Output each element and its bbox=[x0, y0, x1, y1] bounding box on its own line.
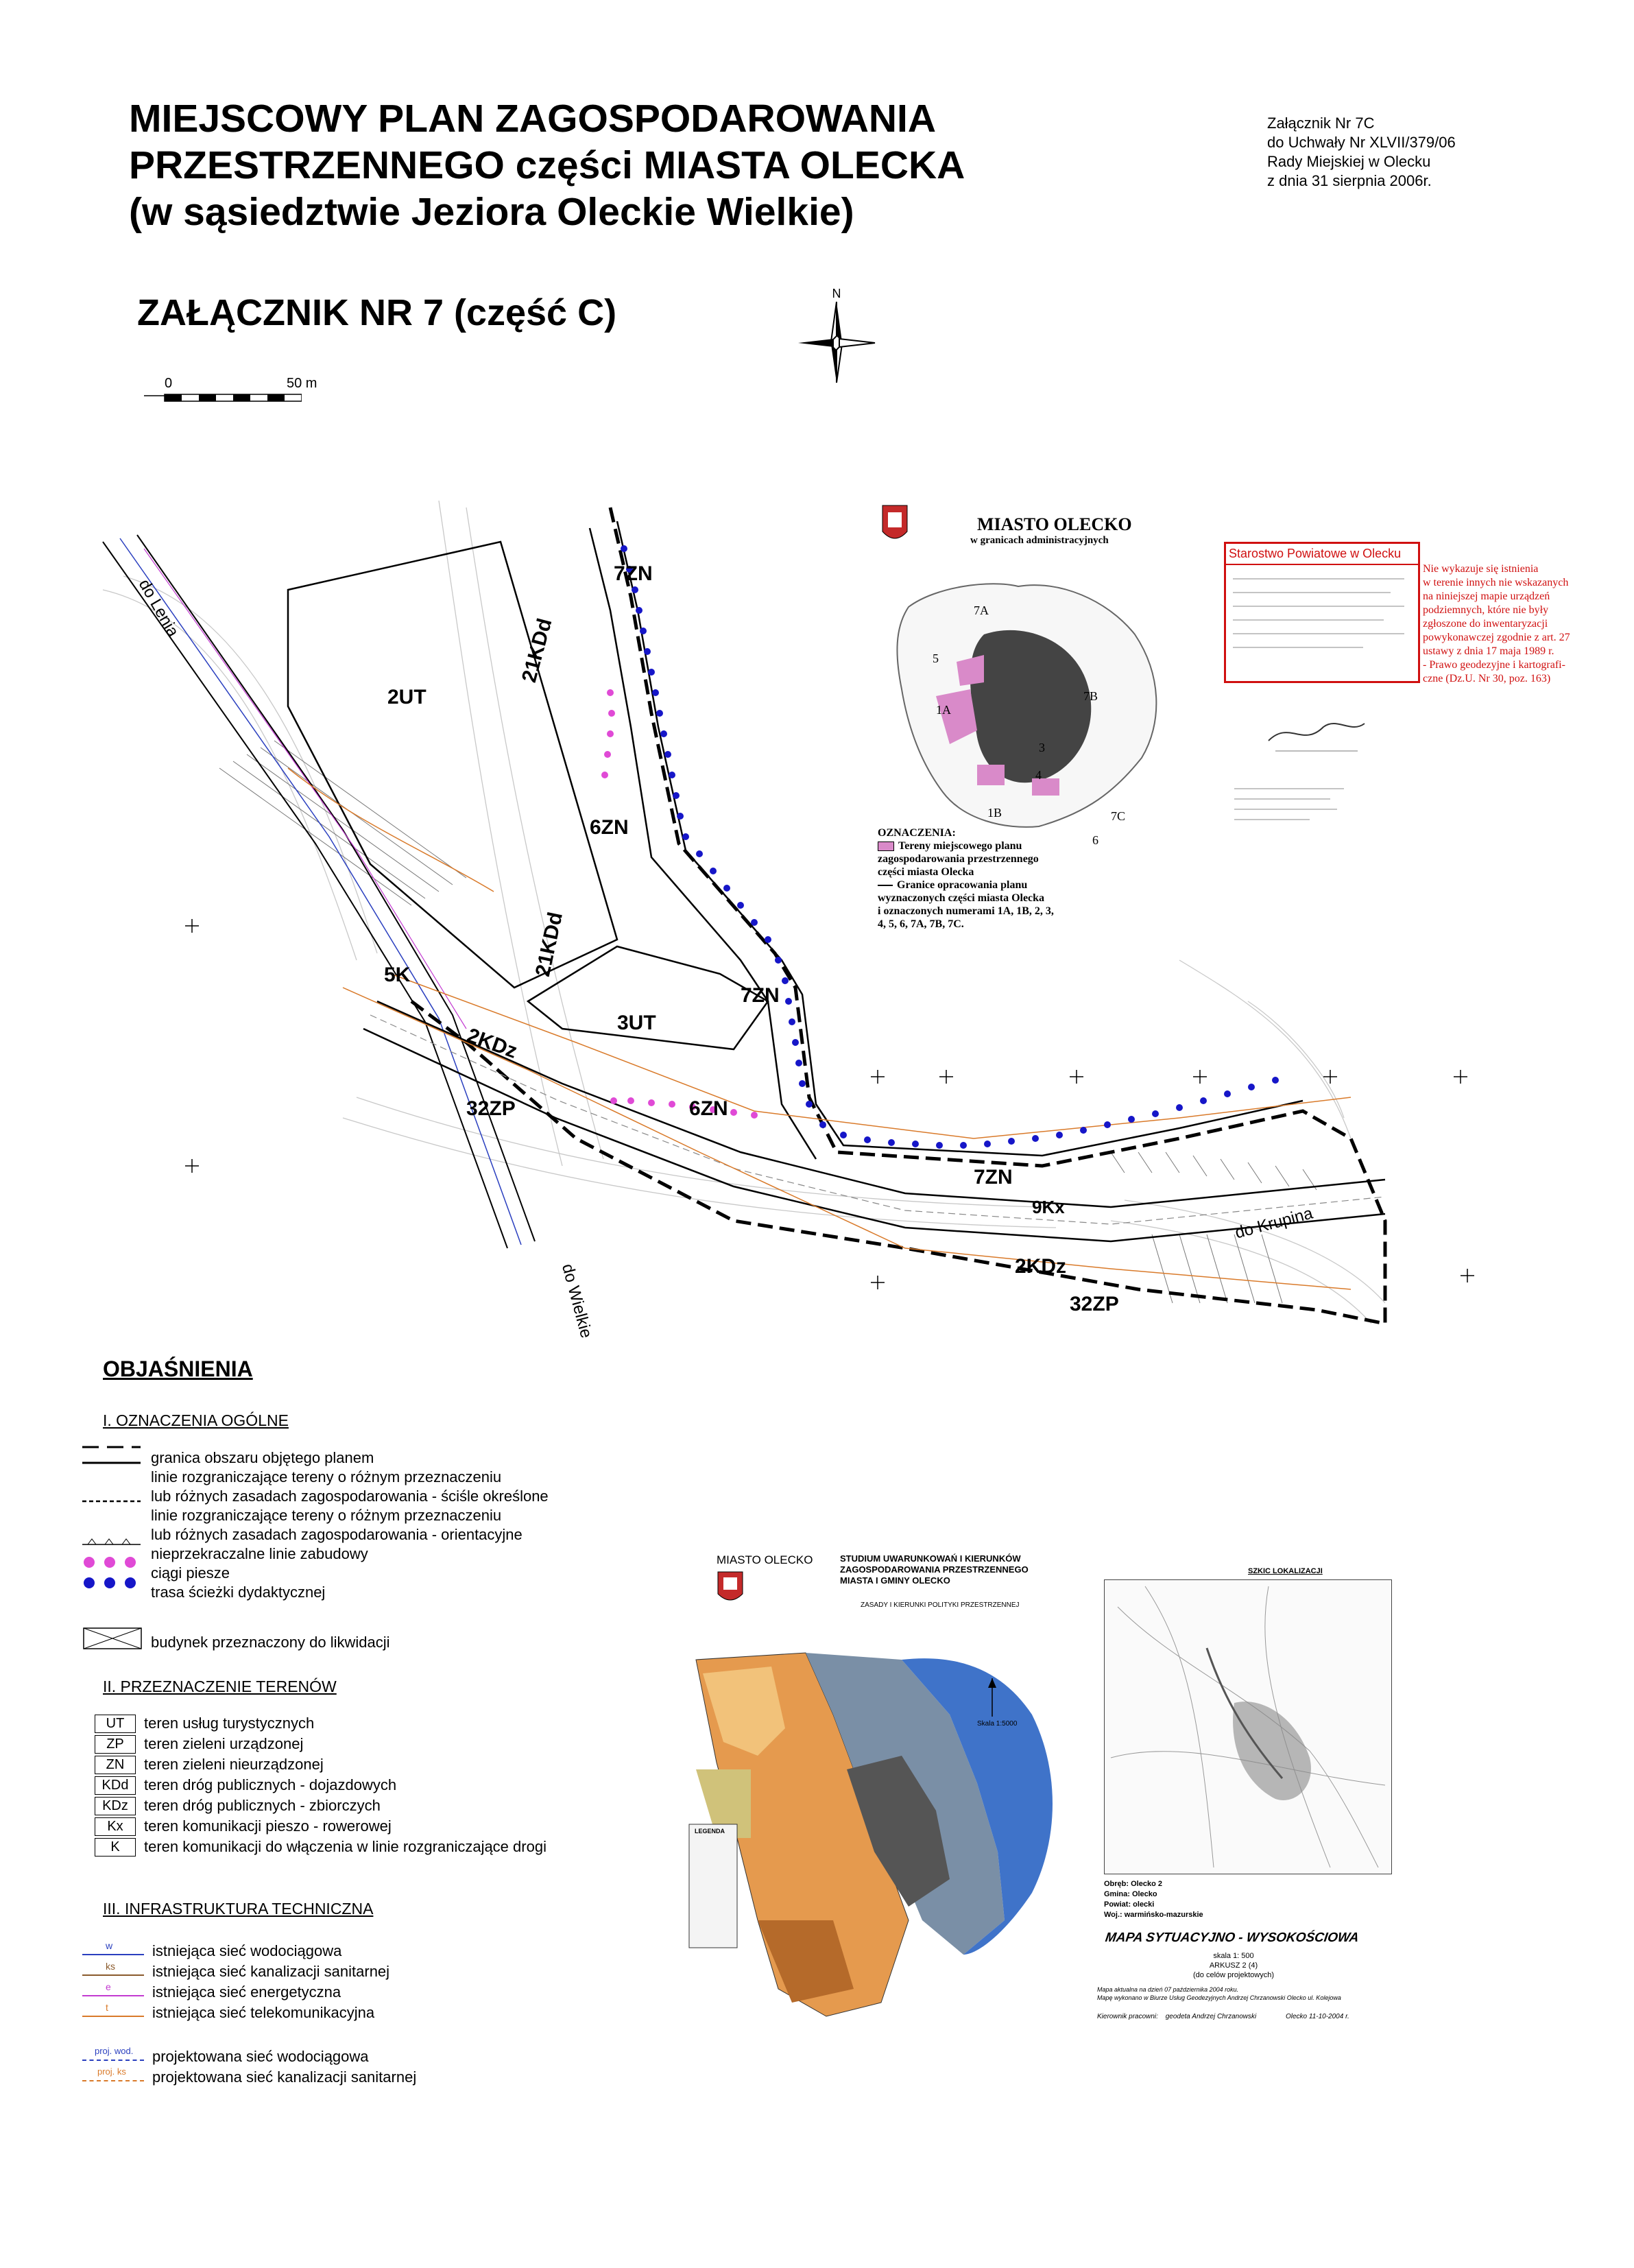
legend-land-use-row bbox=[95, 1837, 546, 1857]
area-label-7C: 7C bbox=[1111, 809, 1126, 823]
red-note-line-8: - Prawo geodezyjne i kartografi- bbox=[1423, 659, 1565, 671]
legend-items-1 bbox=[151, 1448, 549, 1602]
situational-kierownik: Kierownik pracowni: bbox=[1097, 2013, 1158, 2020]
zone-2KDz-label-b: 2KDz bbox=[1015, 1255, 1067, 1278]
code-box-ZN: ZN bbox=[95, 1756, 136, 1774]
legend-land-use-row bbox=[95, 1795, 546, 1816]
annex-note-line-2: do Uchwały Nr XLVII/379/06 bbox=[1267, 134, 1456, 151]
legend-item-lines-orient-2: lub różnych zasadach zagospodarowania - orientacyjne bbox=[151, 1526, 522, 1543]
situational-gmina: Gmina: Olecko bbox=[1104, 1890, 1157, 1898]
legend-infra-row bbox=[82, 1961, 416, 1982]
annex-note-line-4: z dnia 31 sierpnia 2006r. bbox=[1267, 172, 1432, 189]
situational-purpose: (do celów projektowych) bbox=[1193, 1971, 1274, 1979]
surveyor-stamp bbox=[1227, 782, 1351, 823]
code-box-Kx: Kx bbox=[95, 1817, 136, 1836]
legend-item-building-line: nieprzekraczalne linie zabudowy bbox=[151, 1545, 368, 1562]
red-note-line-9: czne (Dz.U. Nr 30, poz. 163) bbox=[1423, 673, 1551, 684]
legend-infrastructure-list bbox=[82, 1941, 416, 2088]
scale-bar bbox=[144, 392, 302, 406]
code-text-KDd: teren dróg publicznych - dojazdowych bbox=[144, 1776, 397, 1793]
code-box-ZP: ZP bbox=[95, 1735, 136, 1754]
infra-code-water: w bbox=[106, 1940, 113, 1951]
infra-code-proj-sewer: proj. ks bbox=[97, 2066, 126, 2077]
oznaczenia-line-6: i oznaczonych numerami 1A, 1B, 2, 3, bbox=[878, 905, 1054, 917]
zalacznik-heading: ZAŁĄCZNIK NR 7 (część C) bbox=[137, 292, 617, 333]
legend-land-use-row bbox=[95, 1775, 546, 1795]
study-city: MIASTO OLECKO bbox=[717, 1553, 813, 1566]
situational-date: Olecko 11-10-2004 r. bbox=[1285, 2013, 1349, 2020]
situational-scale: skala 1: 500 bbox=[1213, 1952, 1254, 1960]
street-label-top: do Lenia bbox=[134, 576, 183, 641]
zone-7ZN-label-b: 7ZN bbox=[741, 984, 780, 1007]
situational-arkusz: ARKUSZ 2 (4) bbox=[1209, 1961, 1258, 1970]
street-label-krupina: do Krupina bbox=[1233, 1204, 1315, 1243]
code-text-ZN: teren zieleni nieurządzonej bbox=[144, 1756, 324, 1773]
area-label-7B: 7B bbox=[1083, 689, 1098, 703]
street-label-wielkie: do Wielkie bbox=[557, 1262, 596, 1340]
legend-infra-row bbox=[82, 2067, 416, 2088]
situational-update: Mapa aktualna na dzień 07 października 2004 roku. bbox=[1097, 1986, 1239, 1993]
legend-infra-row bbox=[82, 1941, 416, 1961]
north-label: N bbox=[832, 287, 841, 300]
infra-line-proj-water-icon bbox=[82, 2046, 144, 2065]
legend-symbols-1 bbox=[82, 1440, 151, 1612]
annex-note-line-1: Załącznik Nr 7C bbox=[1267, 115, 1375, 132]
infra-line-power-icon bbox=[82, 1981, 144, 2001]
zone-5K-label: 5K bbox=[384, 964, 411, 986]
code-text-KDz: teren dróg publicznych - zbiorczych bbox=[144, 1797, 381, 1814]
title-line-3: (w sąsiedztwie Jeziora Oleckie Wielkie) bbox=[129, 190, 854, 234]
code-text-Kx: teren komunikacji pieszo - rowerowej bbox=[144, 1817, 392, 1835]
legend-land-use-row bbox=[95, 1816, 546, 1837]
area-label-6: 6 bbox=[1092, 833, 1098, 847]
legend-infra-row bbox=[82, 1982, 416, 2003]
inset-city-title: MIASTO OLECKO bbox=[977, 514, 1132, 534]
red-note-line-5: zgłoszone do inwentaryzacji bbox=[1423, 618, 1548, 630]
stamp-office: Starostwo Powiatowe w Olecku bbox=[1226, 544, 1418, 565]
zone-32ZP-label-b: 32ZP bbox=[1070, 1293, 1119, 1315]
oznaczenia-line-5: wyznaczonych części miasta Olecka bbox=[878, 892, 1045, 904]
zone-2KDz-label-a: 2KDz bbox=[464, 1024, 520, 1063]
red-note-line-1: Nie wykazuje się istnienia bbox=[1423, 563, 1539, 575]
zone-2UT-label: 2UT bbox=[387, 686, 426, 708]
oznaczenia-line-4: Granice opracowania planu bbox=[897, 879, 1028, 891]
legend-infra-row bbox=[82, 2003, 416, 2023]
legend-item-pedestrian: ciągi piesze bbox=[151, 1564, 230, 1581]
inset-situational bbox=[1097, 1567, 1481, 2033]
study-north-arrow-icon bbox=[984, 1677, 1000, 1718]
zone-21KDd-label-a: 21KDd bbox=[518, 616, 557, 685]
situational-obreb: Obręb: Olecko 2 bbox=[1104, 1880, 1162, 1888]
infra-text-proj-water: projektowana sieć wodociągowa bbox=[152, 2048, 369, 2065]
oznaczenia-plan-item bbox=[878, 839, 1054, 852]
study-scale: Skala 1:5000 bbox=[977, 1720, 1018, 1728]
zone-9Kx-label: 9Kx bbox=[1032, 1197, 1065, 1217]
code-box-KDd: KDd bbox=[95, 1776, 136, 1795]
oznaczenia-line-1: Tereny miejscowego planu bbox=[898, 840, 1022, 852]
border-line-icon bbox=[878, 885, 893, 886]
legend-infra-row bbox=[82, 2046, 416, 2067]
zone-6ZN-label-b: 6ZN bbox=[689, 1097, 728, 1120]
red-note-line-2: w terenie innych nie wskazanych bbox=[1423, 577, 1569, 588]
infra-text-water: istniejąca sieć wodociągowa bbox=[152, 1942, 342, 1959]
inset-city-oznaczenia bbox=[878, 826, 1054, 931]
situational-szkic: SZKIC LOKALIZACJI bbox=[1248, 1567, 1323, 1575]
legend-item-didactic: trasa ścieżki dydaktycznej bbox=[151, 1584, 326, 1601]
zone-32ZP-label-a: 32ZP bbox=[466, 1097, 516, 1120]
oznaczenia-line-3: części miasta Olecka bbox=[878, 866, 974, 878]
study-title-2: ZAGOSPODAROWANIA PRZESTRZENNEGO bbox=[840, 1564, 1029, 1575]
legend-heading: OBJAŚNIENIA bbox=[103, 1357, 253, 1381]
code-text-UT: teren usług turystycznych bbox=[144, 1715, 315, 1732]
legend-section-2: II. PRZEZNACZENIE TERENÓW bbox=[103, 1678, 337, 1695]
north-arrow-icon bbox=[795, 287, 878, 390]
code-box-KDz: KDz bbox=[95, 1797, 136, 1815]
code-text-ZP: teren zieleni urządzonej bbox=[144, 1735, 304, 1752]
legend-land-use-list bbox=[95, 1713, 546, 1857]
infra-line-water-icon bbox=[82, 1940, 144, 1959]
study-legend-label: LEGENDA bbox=[695, 1828, 725, 1835]
pink-swatch-icon bbox=[878, 841, 894, 851]
zone-3UT-label: 3UT bbox=[617, 1012, 656, 1034]
situational-credits bbox=[1097, 1985, 1341, 2002]
infra-line-sewer-icon bbox=[82, 1963, 144, 1980]
legend-land-use-row bbox=[95, 1734, 546, 1754]
situational-woj: Woj.: warmińsko-mazurskie bbox=[1104, 1911, 1203, 1919]
inset-study bbox=[675, 1550, 1087, 2030]
area-label-7A: 7A bbox=[974, 604, 989, 617]
zone-7ZN-label-c: 7ZN bbox=[974, 1166, 1013, 1189]
infra-line-proj-sewer-icon bbox=[82, 2066, 144, 2086]
oznaczenia-line-2: zagospodarowania przestrzennego bbox=[878, 853, 1039, 865]
starostwo-stamp bbox=[1224, 542, 1420, 683]
oznaczenia-line-7: 4, 5, 6, 7A, 7B, 7C. bbox=[878, 918, 964, 930]
study-coat-of-arms-icon bbox=[717, 1571, 744, 1606]
legend-section-3: III. INFRASTRUKTURA TECHNICZNA bbox=[103, 1900, 374, 1918]
code-text-K: teren komunikacji do włączenia w linie rozgraniczające drogi bbox=[144, 1838, 546, 1855]
infra-code-power: e bbox=[106, 1981, 111, 1992]
infra-text-sewer: istniejąca sieć kanalizacji sanitarnej bbox=[152, 1963, 390, 1980]
infra-line-telecom-icon bbox=[82, 2002, 144, 2021]
signature-stamp bbox=[1262, 706, 1371, 761]
legend-item-lines-orient-1: linie rozgraniczające tereny o różnym przeznaczeniu bbox=[151, 1507, 502, 1524]
study-title-1: STUDIUM UWARUNKOWAŃ I KIERUNKÓW bbox=[840, 1553, 1021, 1564]
pedestrian-path-dots bbox=[601, 689, 758, 1119]
legend-item-lines-strict-1: linie rozgraniczające tereny o różnym przeznaczeniu bbox=[151, 1468, 502, 1485]
scale-end: 50 m bbox=[287, 376, 317, 391]
infra-code-sewer: ks bbox=[106, 1961, 115, 1972]
situational-scale-block bbox=[1193, 1951, 1274, 1980]
area-label-5: 5 bbox=[933, 652, 939, 665]
red-note-line-3: na niniejszej mapie urządzeń bbox=[1423, 590, 1550, 602]
red-note-line-7: ustawy z dnia 17 maja 1989 r. bbox=[1423, 645, 1554, 657]
infra-code-telecom: t bbox=[106, 2002, 108, 2013]
demolition-building-icon bbox=[82, 1625, 144, 1653]
area-label-1A: 1A bbox=[936, 703, 951, 717]
area-label-3: 3 bbox=[1039, 741, 1045, 754]
legend-item-demolition: budynek przeznaczony do likwidacji bbox=[151, 1634, 390, 1651]
legend-land-use-row bbox=[95, 1754, 546, 1775]
red-note-line-4: podziemnych, które nie były bbox=[1423, 604, 1549, 616]
legend-item-boundary: granica obszaru objętego planem bbox=[151, 1449, 374, 1466]
situational-made-by: Mapę wykonano w Biurze Usług Geodezyjnych Andrzej Chrzanowski Olecko ul. Kolejowa bbox=[1097, 1994, 1341, 2001]
stamp-red-note bbox=[1423, 562, 1570, 686]
study-subtitle: ZASADY I KIERUNKI POLITYKI PRZESTRZENNEJ bbox=[861, 1601, 1020, 1609]
situational-info bbox=[1104, 1879, 1203, 1920]
annex-note bbox=[1267, 114, 1456, 191]
legend-land-use-row bbox=[95, 1713, 546, 1734]
code-box-UT: UT bbox=[95, 1715, 136, 1733]
zone-21KDd-label-b: 21KDd bbox=[531, 910, 568, 979]
area-label-1B: 1B bbox=[987, 806, 1002, 820]
area-label-4: 4 bbox=[1035, 768, 1042, 782]
study-title-3: MIASTA I GMINY OLECKO bbox=[840, 1575, 950, 1586]
city-coat-of-arms-icon bbox=[881, 504, 909, 545]
title-line-1: MIEJSCOWY PLAN ZAGOSPODAROWANIA bbox=[129, 97, 937, 141]
annex-note-line-3: Rady Miejskiej w Olecku bbox=[1267, 153, 1431, 170]
infra-text-proj-sewer: projektowana sieć kanalizacji sanitarnej bbox=[152, 2068, 417, 2086]
situational-powiat: Powiat: olecki bbox=[1104, 1900, 1155, 1909]
red-note-line-6: powykonawczej zgodnie z art. 27 bbox=[1423, 632, 1570, 643]
zone-7ZN-label-a: 7ZN bbox=[614, 562, 653, 585]
legend-item-lines-strict-2: lub różnych zasadach zagospodarowania - ściśle określone bbox=[151, 1488, 549, 1505]
infra-code-proj-water: proj. wod. bbox=[95, 2046, 134, 2056]
situational-signature-row bbox=[1097, 2013, 1349, 2020]
title-line-2: PRZESTRZENNEGO części MIASTA OLECKA bbox=[129, 143, 965, 187]
inset-city-map bbox=[867, 490, 1183, 929]
zone-6ZN-label-a: 6ZN bbox=[590, 816, 629, 839]
oznaczenia-border-item bbox=[878, 879, 1054, 892]
oznaczenia-title: OZNACZENIA: bbox=[878, 827, 956, 839]
situational-map-title: MAPA SYTUACYJNO - WYSOKOŚCIOWA bbox=[1104, 1931, 1360, 1945]
situational-geodeta: geodeta Andrzej Chrzanowski bbox=[1165, 2013, 1257, 2020]
infra-text-telecom: istniejąca sieć telekomunikacyjna bbox=[152, 2004, 375, 2021]
infra-text-power: istniejąca sieć energetyczna bbox=[152, 1983, 341, 2001]
inset-city-subtitle: w granicach administracyjnych bbox=[970, 535, 1109, 546]
scale-zero: 0 bbox=[165, 376, 173, 391]
code-box-K: K bbox=[95, 1838, 136, 1857]
legend-section-1: I. OZNACZENIA OGÓLNE bbox=[103, 1411, 289, 1429]
study-title bbox=[840, 1553, 1029, 1586]
